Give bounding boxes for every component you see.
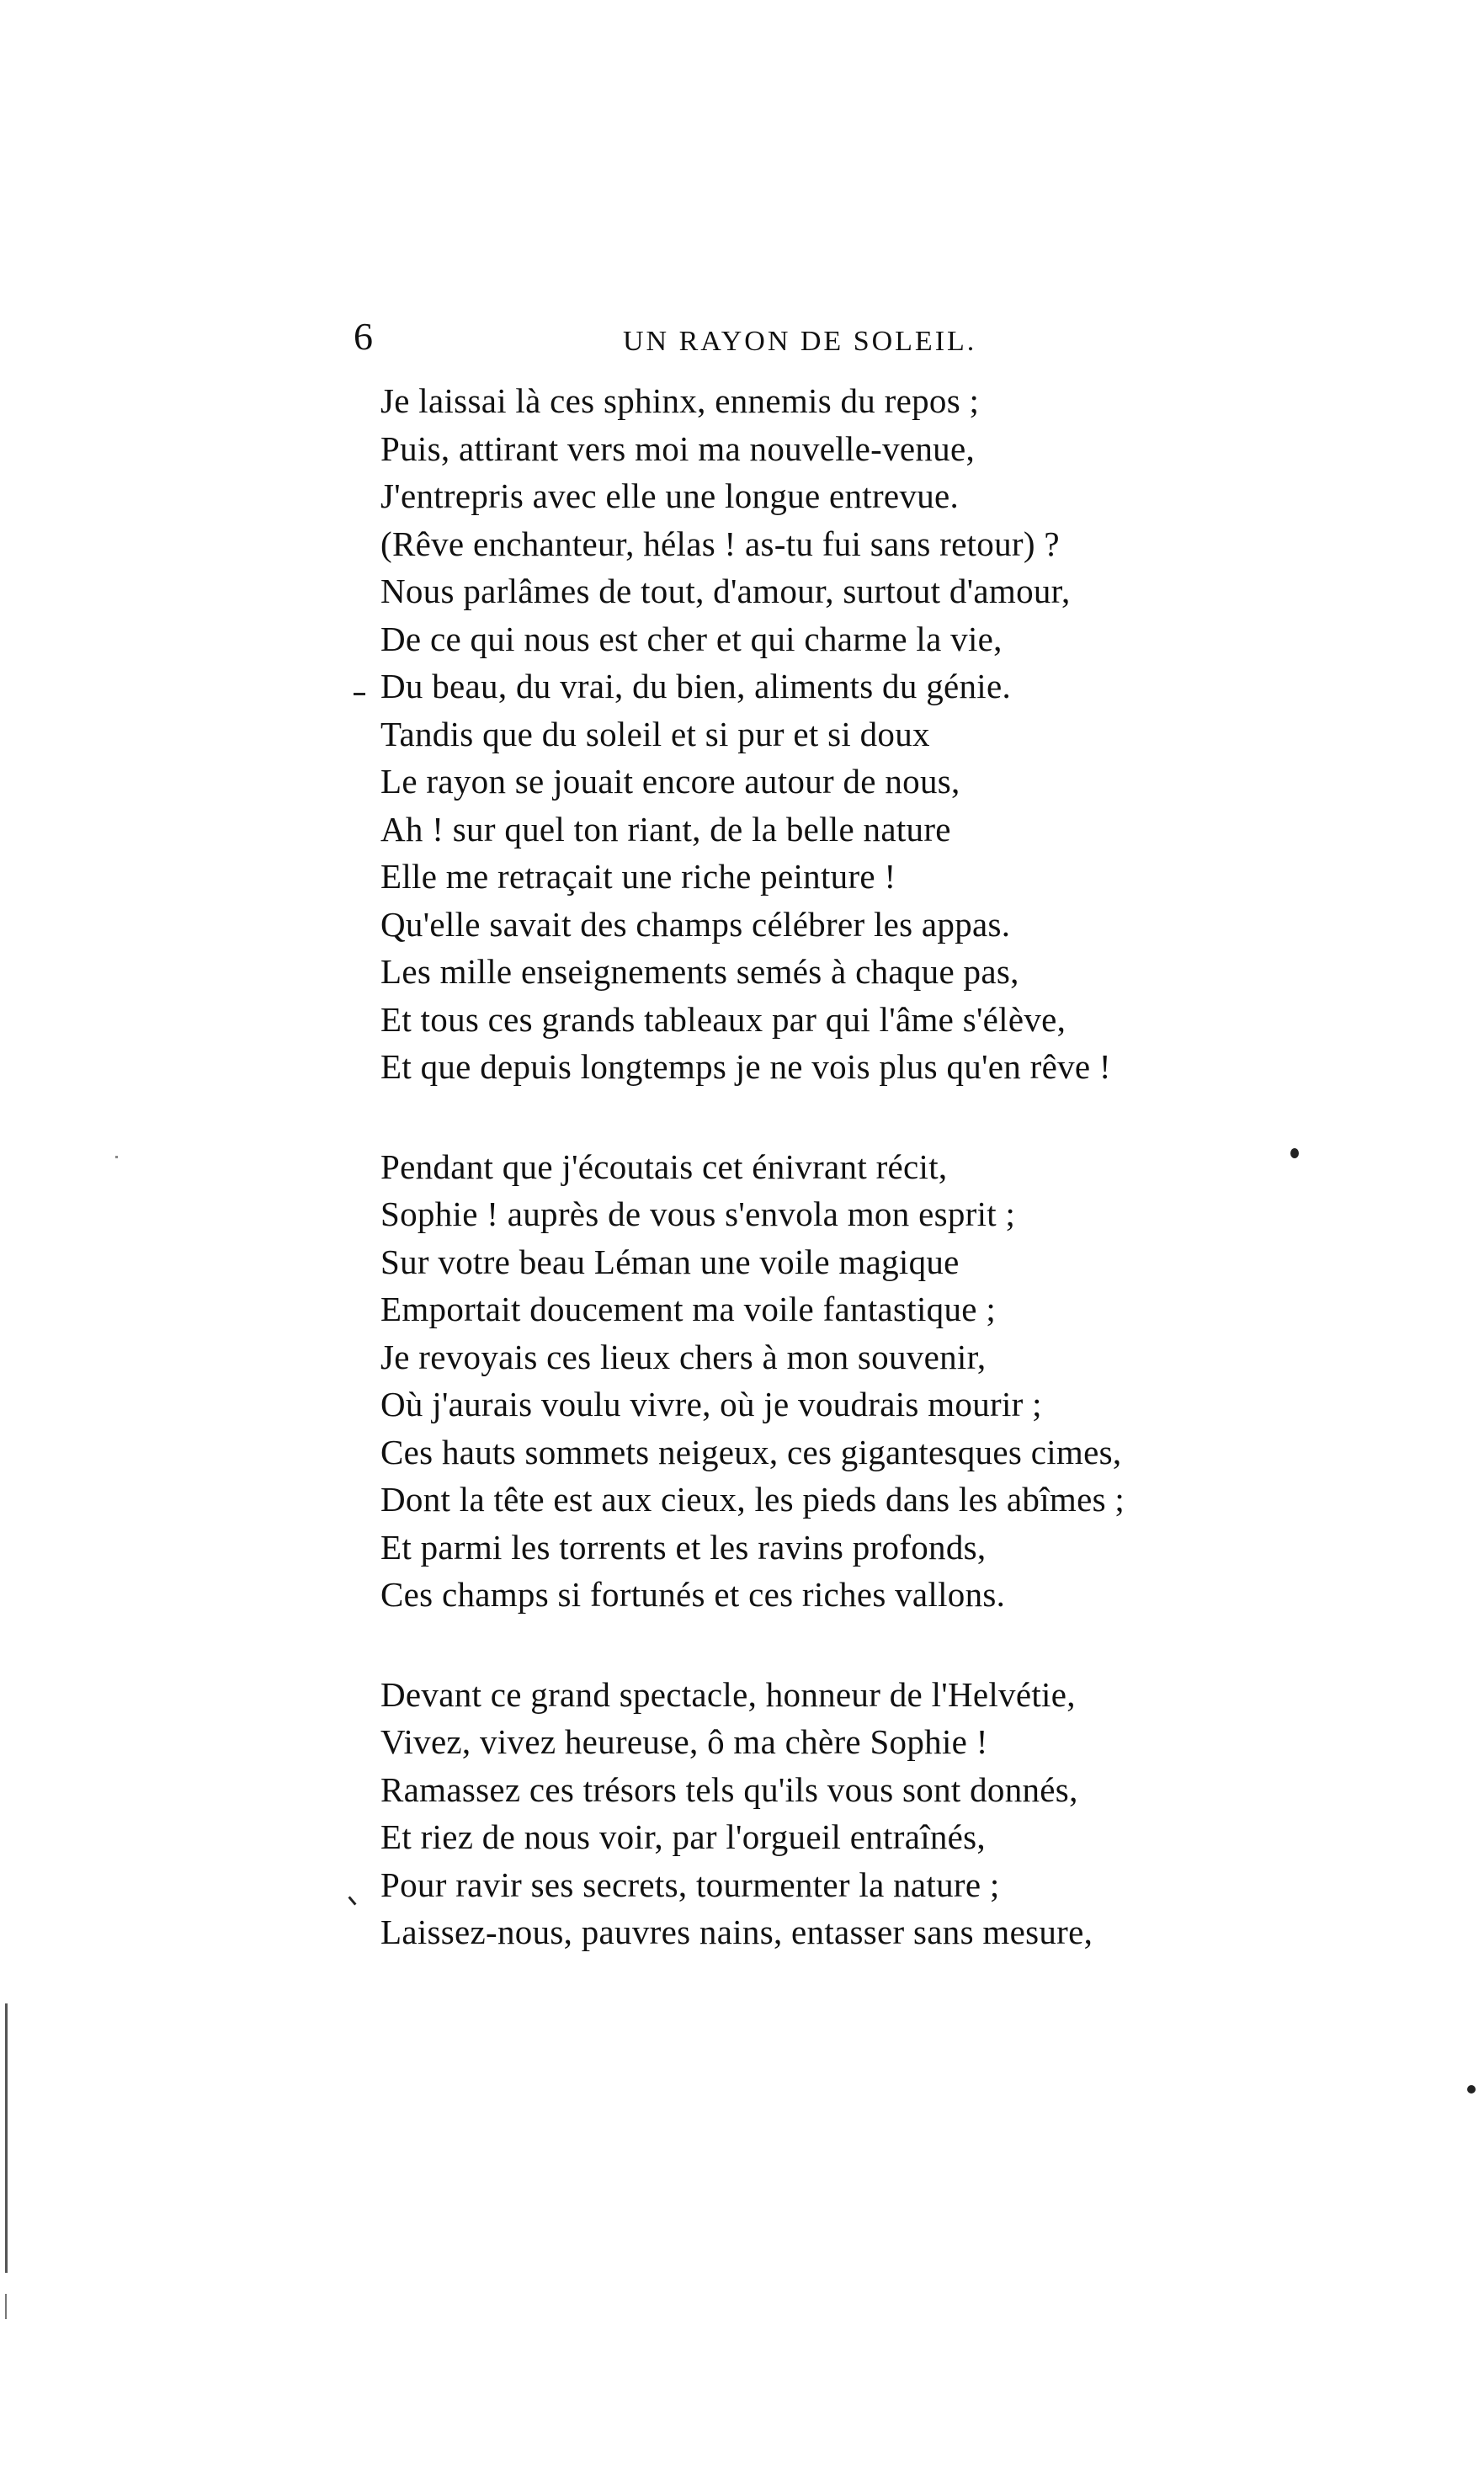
scan-mark bbox=[354, 693, 365, 695]
poem-line: Et parmi les torrents et les ravins profonds, bbox=[380, 1527, 987, 1567]
poem-line: Emportait doucement ma voile fantastique ; bbox=[380, 1290, 997, 1328]
page-header bbox=[354, 311, 1178, 362]
poem-line: Qu'elle savait des champs célébrer les appas. bbox=[380, 904, 1011, 944]
poem-line: Elle me retraçait une riche peinture ! bbox=[380, 857, 896, 896]
poem-line: J'entrepris avec elle une longue entrevue. bbox=[380, 476, 960, 515]
poem-line: Dont la tête est aux cieux, les pieds dans les abîmes ; bbox=[380, 1480, 1125, 1519]
poem-line: Je laissai là ces sphinx, ennemis du repos ; bbox=[380, 381, 980, 420]
scan-mark bbox=[348, 1896, 356, 1905]
poem-line: Pendant que j'écoutais cet énivrant récit, bbox=[380, 1147, 948, 1186]
poem-line: Les mille enseignements semés à chaque pas, bbox=[380, 952, 1019, 991]
poem-line: Vivez, vivez heureuse, ô ma chère Sophie ! bbox=[380, 1722, 988, 1761]
stanza-1 bbox=[380, 377, 1222, 1091]
poem-body bbox=[380, 377, 1222, 1956]
poem-line: Ces champs si fortunés et ces riches vallons. bbox=[380, 1575, 1006, 1614]
poem-line: Puis, attirant vers moi ma nouvelle-venue, bbox=[380, 428, 976, 468]
poem-line: Tandis que du soleil et si pur et si doux bbox=[380, 714, 930, 753]
page-edge-shadow bbox=[5, 2294, 7, 2319]
poem-line: (Rêve enchanteur, hélas ! as-tu fui sans retour) ? bbox=[380, 524, 1060, 563]
poem-line: Laissez-nous, pauvres nains, entasser sans mesure, bbox=[380, 1913, 1093, 1951]
poem-line: Du beau, du vrai, du bien, aliments du génie. bbox=[380, 667, 1012, 705]
page-number: 6 bbox=[354, 315, 373, 358]
poem-line: Je revoyais ces lieux chers à mon souvenir, bbox=[380, 1337, 987, 1376]
stanza-2 bbox=[380, 1143, 1222, 1619]
poem-line: Sur votre beau Léman une voile magique bbox=[380, 1242, 960, 1281]
scan-mark bbox=[1467, 2085, 1476, 2094]
poem-line: Et que depuis longtemps je ne vois plus qu'en rêve ! bbox=[380, 1047, 1111, 1086]
poem-line: Ah ! sur quel ton riant, de la belle nature bbox=[380, 809, 951, 849]
poem-line: Ces hauts sommets neigeux, ces gigantesques cimes, bbox=[380, 1432, 1122, 1471]
poem-line: Et riez de nous voir, par l'orgueil entraînés, bbox=[380, 1817, 986, 1856]
poem-line: Le rayon se jouait encore autour de nous, bbox=[380, 762, 960, 801]
poem-line: Devant ce grand spectacle, honneur de l'Helvétie, bbox=[380, 1674, 1076, 1714]
poem-line: Nous parlâmes de tout, d'amour, surtout d'amour, bbox=[380, 572, 1071, 610]
poem-line: De ce qui nous est cher et qui charme la vie, bbox=[380, 619, 1003, 658]
poem-line: Où j'aurais voulu vivre, où je voudrais mourir ; bbox=[380, 1385, 1042, 1423]
poem-line: Et tous ces grands tableaux par qui l'âme s'élève, bbox=[380, 999, 1066, 1039]
poem-line: Sophie ! auprès de vous s'envola mon esprit ; bbox=[380, 1194, 1016, 1233]
stanza-3 bbox=[380, 1671, 1222, 1956]
poem-line: Ramassez ces trésors tels qu'ils vous sont donnés, bbox=[380, 1769, 1078, 1809]
scan-mark bbox=[1290, 1148, 1299, 1158]
running-title: UN RAYON DE SOLEIL. bbox=[623, 326, 977, 357]
page-edge-shadow bbox=[5, 2003, 8, 2273]
poem-line: Pour ravir ses secrets, tourmenter la nature ; bbox=[380, 1865, 1000, 1904]
scan-mark bbox=[115, 1156, 118, 1158]
